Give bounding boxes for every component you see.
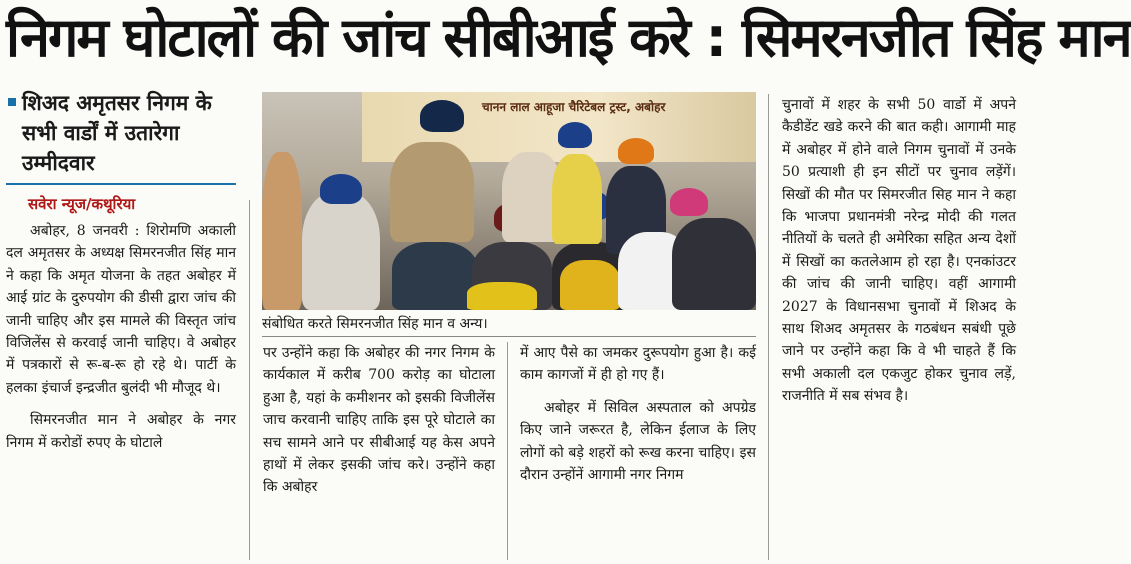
photo-person bbox=[392, 242, 478, 310]
photo-banner-text: चानन लाल आहूजा चैरिटेबल ट्रस्ट, अबोहर bbox=[482, 100, 666, 114]
column-divider bbox=[768, 94, 769, 560]
photo-person bbox=[262, 152, 302, 310]
caption-rule bbox=[262, 336, 756, 337]
column3-paragraph-2: अबोहर में सिविल अस्पताल को अपग्रेड किए जाने जरूरत है, लेकिन ईलाज के लिए लोगों को बड़े शहरों को रूख करना चाहिए। इस दौरान उन्होंनें आगामी नगर निगम bbox=[520, 399, 756, 484]
column1-paragraph-1: अबोहर, 8 जनवरी : शिरोमणि अकाली दल अमृतसर के अध्यक्ष सिमरनजीत सिंह मान ने कहा कि अमृत योजना के तहत अबोहर में आई ग्रांट के दुरुपयोग की डीसी द्वारा जांच की जानी चाहिए और इस मामले की विस्तृत जांच विजिलेंस से करवाई जानी चाहिए। वे अबोहर में पत्रकारों से रू-ब-रू हो रहे थे। पार्टी के हलका इंचार्ज इन्द्रजीत बुलंदी भी मौजूद थे। bbox=[6, 223, 236, 396]
article-column-3 bbox=[520, 342, 756, 486]
photo-person bbox=[390, 142, 474, 242]
photo-scarf bbox=[560, 260, 620, 310]
photo-turban bbox=[670, 188, 708, 216]
photo-scarf bbox=[467, 282, 537, 310]
article-column-1 bbox=[6, 220, 236, 454]
photo-turban bbox=[558, 122, 592, 148]
column4-paragraph-1: चुनावों में शहर के सभी 50 वार्डो में अपने कैडीडेंट खडे करने की बात कही। आगामी माह में अबोहर में होने वाले निगम चुनावों में उनके 50 प्रत्याशी ही इन सीटों पर चुनाव लड़ेंगें। सिखों की मौत पर सिमरजीत सिह मान ने कहा कि भाजपा प्रधानमंत्री नरेन्द्र मोदी की गलत नीतियों के चलते ही अमेरिका सहित अन्य देशों में सिखों का कतलेआम हो रहा है। एनकांउटर की जांच की जानी चाहिए। वहीं आगामी 2027 के विधानसभा चुनावों में शिअद के साथ शिअद अमृतसर के गठबंधन सबंधी पूछे जाने पर उन्होंने कहा कि वे भी चाहते हैं कि सभी अकाली दल एकजुट होकर चुनाव लड़ें, राजनीति में सब संभव है। bbox=[782, 97, 1016, 405]
photo-caption: संबोधित करते सिमरनजीत सिंह मान व अन्य। bbox=[262, 316, 488, 332]
article-column-4 bbox=[782, 94, 1016, 408]
column-divider bbox=[249, 200, 250, 560]
subheadline-rule bbox=[6, 183, 236, 185]
photo-turban bbox=[320, 174, 362, 204]
photo-person bbox=[302, 192, 380, 310]
column-divider bbox=[507, 342, 508, 560]
photo-turban bbox=[618, 138, 654, 164]
column3-paragraph-1: में आए पैसे का जमकर दुरूपयोग हुआ है। कई काम कागजों में ही हो गए हैं। bbox=[520, 345, 756, 384]
column2-paragraph-1: पर उन्होंने कहा कि अबोहर की नगर निगम के कार्यकाल में करीब 700 करोड़ का घोटाला हुआ है, यहां के कमीशनर को इसकी विजीलेंस जाच करवानी चाहिए ताकि इस पूरे घोटाले का सच सामने आने पर सीबीआई यह केस अपने हाथों में लेकर इसकी जांच करे। उन्होंने कहा कि अबोहर bbox=[263, 345, 495, 496]
photo-person bbox=[672, 218, 756, 310]
article-column-2 bbox=[263, 342, 495, 499]
news-photo bbox=[262, 92, 756, 310]
photo-turban bbox=[420, 100, 464, 132]
subheadline: शिअद अमृतसर निगम के सभी वार्डों में उतारेगा उम्मीदवार bbox=[22, 91, 212, 175]
byline: सवेरा न्यूज/कथूरिया bbox=[28, 195, 136, 213]
photo-person bbox=[552, 154, 602, 244]
subheadline-block bbox=[6, 88, 232, 178]
column1-paragraph-2: सिमरनजीत मान ने अबोहर के नगर निगम में करोडों रुपए के घोटाले bbox=[6, 412, 236, 451]
headline: निगम घोटालों की जांच सीबीआई करे : सिमरनजीत सिंह मान bbox=[6, 6, 1131, 69]
